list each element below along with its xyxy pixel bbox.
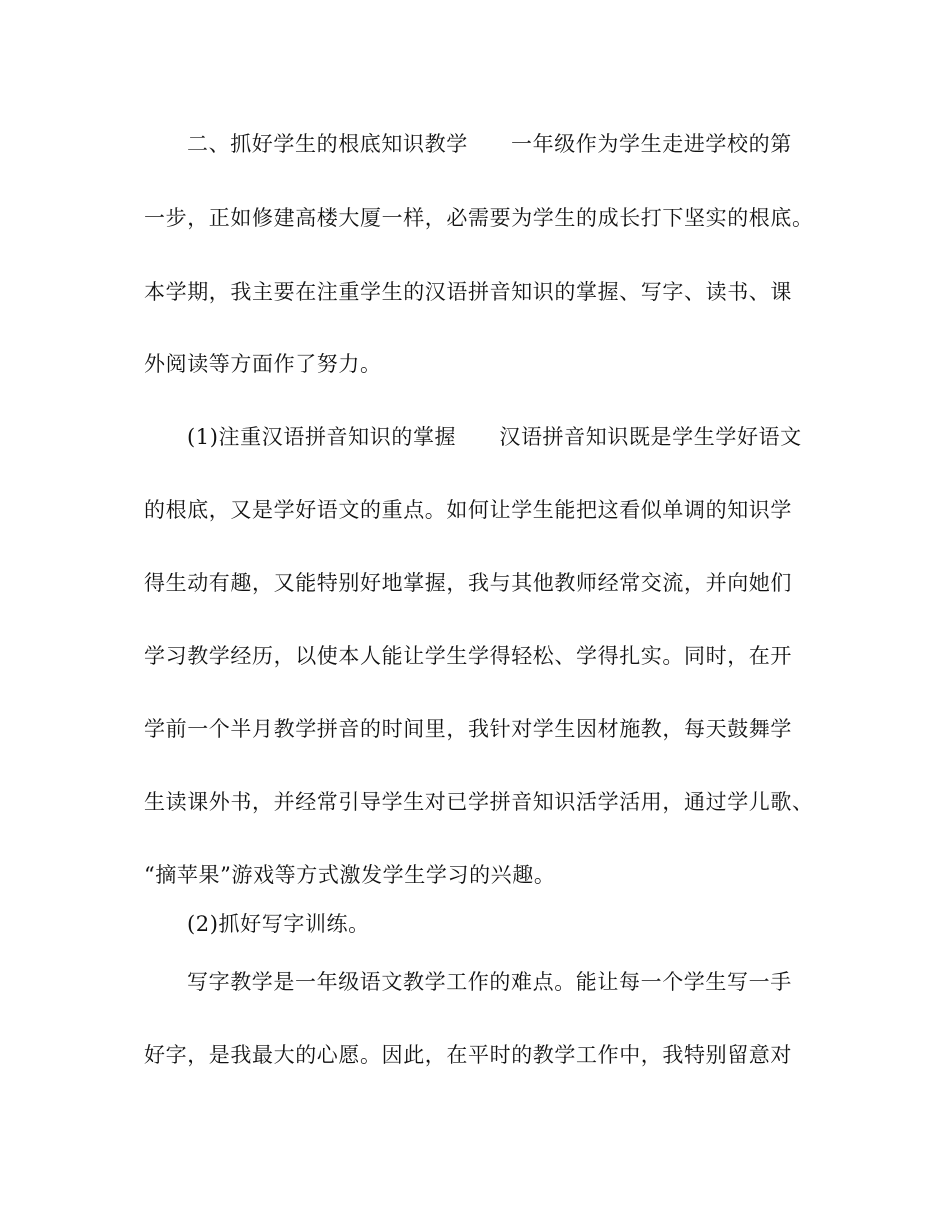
- text-line: 好字，是我最大的心愿。因此，在平时的教学工作中，我特别留意对: [144, 1043, 792, 1067]
- text-line: 一步，正如修建高楼大厦一样，必需要为学生的成长打下坚实的根底。: [144, 206, 814, 230]
- text-line: 本学期，我主要在注重学生的汉语拼音知识的掌握、写字、读书、课: [144, 280, 792, 304]
- text-line: 学习教学经历，以使本人能让学生学得轻松、学得扎实。同时，在开: [144, 644, 792, 668]
- text-line: 学前一个半月教学拼音的时间里，我针对学生因材施教，每天鼓舞学: [144, 717, 792, 741]
- text-line: “摘苹果”游戏等方式激发学生学习的兴趣。: [144, 863, 556, 887]
- text-line-heading-pinyin: (1)注重汉语拼音知识的掌握 汉语拼音知识既是学生学好语文: [187, 425, 802, 449]
- text-line: 外阅读等方面作了努力。: [144, 352, 382, 376]
- text-line: 写字教学是一年级语文教学工作的难点。能让每一个学生写一手: [187, 970, 792, 994]
- text-line: 的根底，又是学好语文的重点。如何让学生能把这看似单调的知识学: [144, 498, 792, 522]
- text-line-heading-writing: (2)抓好写字训练。: [187, 912, 370, 936]
- text-line-heading-basic-knowledge: 二、抓好学生的根底知识教学 一年级作为学生走进学校的第: [187, 132, 792, 156]
- text-line: 得生动有趣，又能特别好地掌握，我与其他教师经常交流，并向她们: [144, 571, 792, 595]
- text-line: 生读课外书，并经常引导学生对已学拼音知识活学活用，通过学儿歌、: [144, 790, 814, 814]
